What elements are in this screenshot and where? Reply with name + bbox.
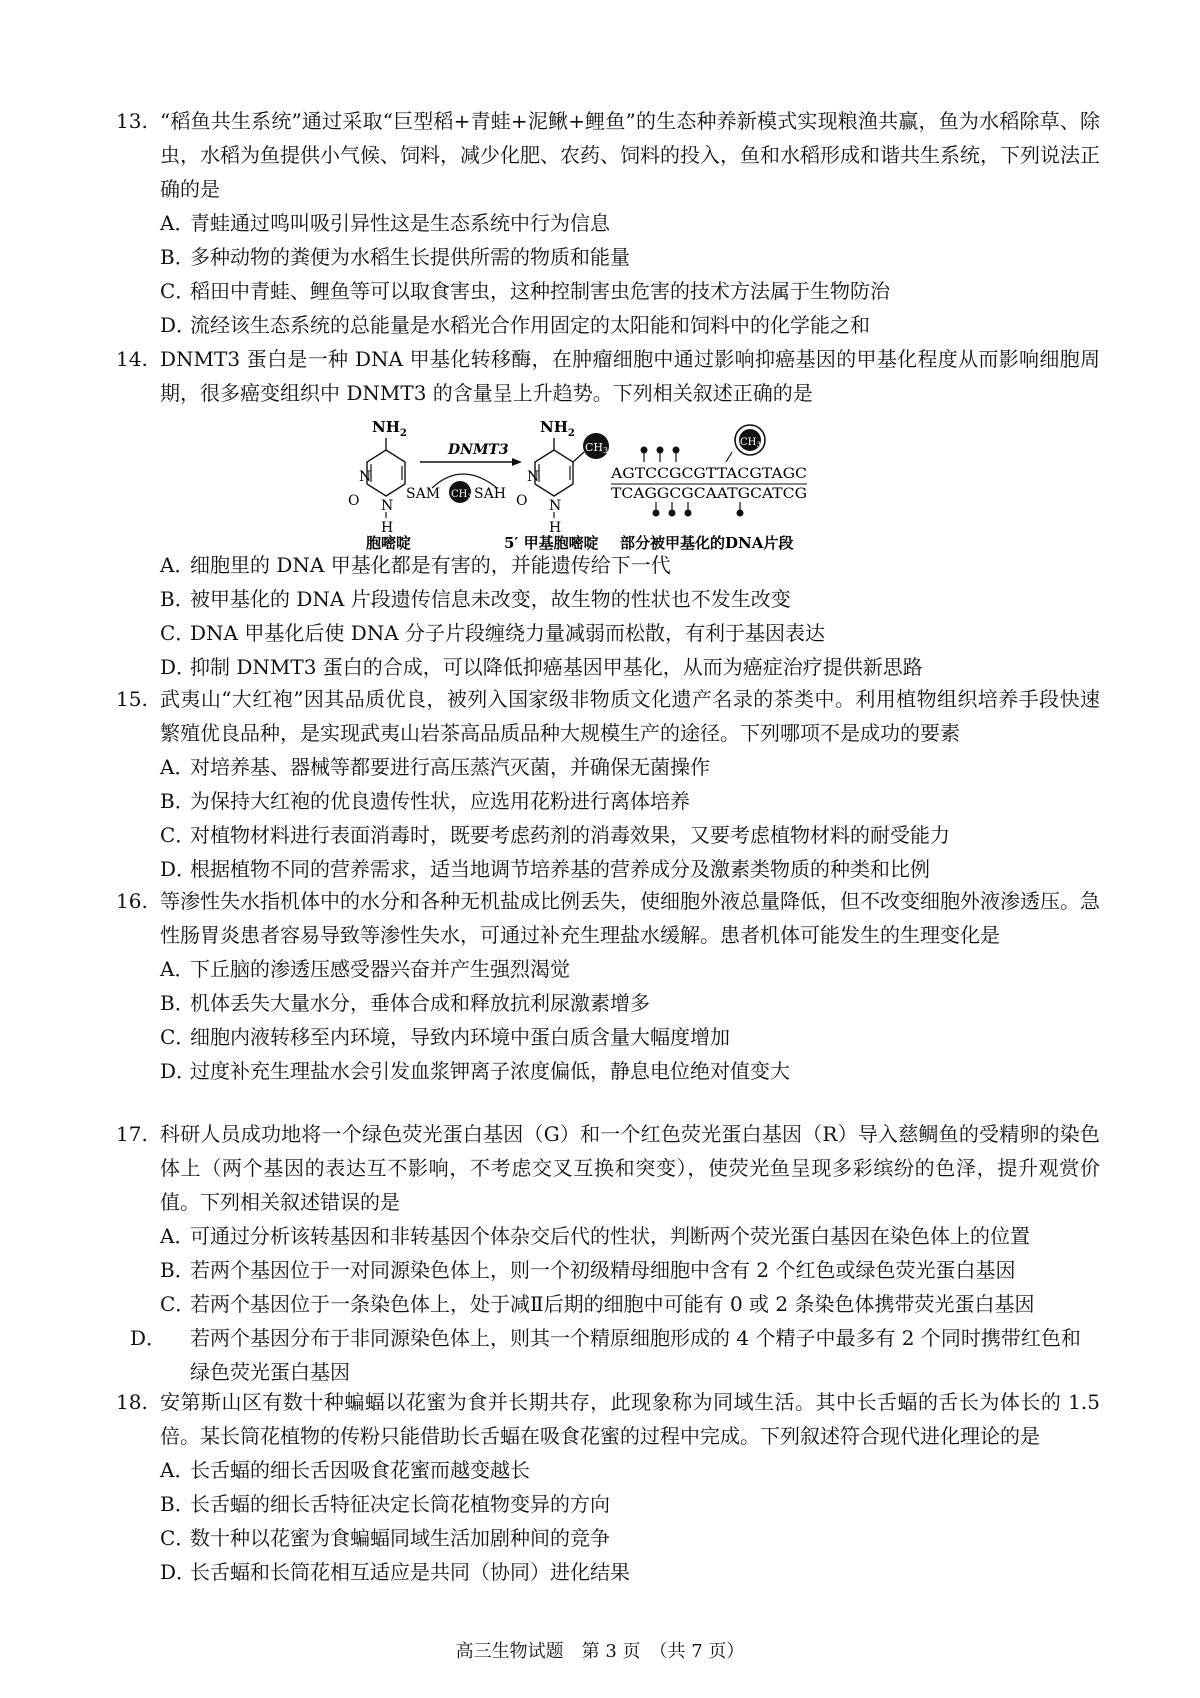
h-label: H [549,520,562,536]
n-label: N [527,469,540,485]
dna-top-strand: AGTCCGCGTTACGTAGC [609,466,807,482]
enzyme-label: DNMT3 [448,442,509,458]
question-16 [116,884,1100,1088]
question-stem: “稻鱼共生系统”通过采取“巨型稻+青蛙+泥鳅+鲤鱼”的生态种养新模式实现粮渔共赢，鱼为水稻除草、除虫，水稻为鱼提供小气候、饲料，减少化肥、农药、饲料的投入，鱼和水稻形成和谐共生系统，下列说法正确的是 [160,109,1100,201]
option-b [160,1487,1100,1521]
sah-label: SAH [474,486,506,502]
question-number: 13. [116,109,148,133]
option-text: 对植物材料进行表面消毒时，既要考虑药剂的消毒效果，又要考虑植物材料的耐受能力 [190,823,950,847]
question-stem: DNMT3 蛋白是一种 DNA 甲基化转移酶，在肿瘤细胞中通过影响抑癌基因的甲基化程度从而影响细胞周期，很多癌变组织中 DNMT3 的含量呈上升趋势。下列相关叙述正确的是 [160,347,1100,405]
question-number: 18. [116,1390,148,1414]
option-text: 被甲基化的 DNA 片段遗传信息未改变，故生物的性状也不发生改变 [190,587,791,611]
option-c [160,1521,1100,1555]
h-label: H [381,520,394,536]
option-b [160,784,1100,818]
option-d [160,852,1100,886]
question-13 [116,104,1100,342]
option-d [160,1555,1100,1589]
option-key: B． [160,245,195,269]
option-key: B． [160,991,195,1015]
option-b [160,240,1100,274]
question-stem: 科研人员成功地将一个绿色荧光蛋白基因（G）和一个红色荧光蛋白基因（R）导入慈鲷鱼的受精卵的染色体上（两个基因的表达互不影响，不考虑交叉互换和突变），使荧光鱼呈现多彩缤纷的色泽，提升观赏价值。下列相关叙述错误的是 [160,1122,1100,1214]
option-text: 下丘脑的渗透压感受器兴奋并产生强烈渴觉 [190,957,570,981]
question-14-options [116,548,1100,684]
option-a [160,206,1100,240]
option-c [160,616,1100,650]
option-key: A． [160,553,195,577]
option-key: A． [160,755,195,779]
page-footer: 高三生物试题 第 3 页 （共 7 页） [455,1641,745,1662]
option-c [160,1287,1100,1321]
option-key: C． [160,279,196,303]
option-key: D． [130,1326,167,1350]
ch3-label: CH3 [585,441,609,455]
n-label: N [359,469,372,485]
option-d [160,308,1100,342]
option-key: B． [160,1258,195,1282]
option-key: D． [160,313,197,337]
option-a [160,1219,1100,1253]
option-text: 为保持大红袍的优良遗传性状，应选用花粉进行离体培养 [190,789,690,813]
option-text: 根据植物不同的营养需求，适当地调节培养基的营养成分及激素类物质的种类和比例 [190,857,930,881]
dna-fragment [610,425,807,517]
option-key: A． [160,211,195,235]
question-number: 17. [116,1122,148,1146]
option-key: C． [160,1526,196,1550]
option-d [130,1321,1100,1389]
option-text: 长舌蝠的细长舌因吸食花蜜而越变越长 [190,1458,530,1482]
option-text: 抑制 DNMT3 蛋白的合成，可以降低抑癌基因甲基化，从而为癌症治疗提供新思路 [190,655,923,679]
methylation-diagram [348,418,862,552]
question-14 [116,342,1100,410]
nh2-label: $NH_2$ [540,418,575,439]
option-key: A． [160,957,195,981]
question-17 [116,1117,1100,1389]
nh2-label: $NH_2$ [372,418,407,439]
n-label: N [549,498,562,514]
option-text: 若两个基因位于一条染色体上，处于减Ⅱ后期的细胞中可能有 0 或 2 条染色体携带荧光蛋白基因 [190,1292,1035,1316]
option-key: D． [160,1059,197,1083]
methylcytosine-structure [516,418,609,536]
o-label: O [516,493,528,509]
option-a [160,750,1100,784]
option-key: B． [160,789,195,813]
option-key: D． [160,655,197,679]
cytosine-structure [348,418,407,536]
option-key: A． [160,1458,195,1482]
option-text: 机体丢失大量水分，垂体合成和释放抗利尿激素增多 [190,991,650,1015]
option-text: 过度补充生理盐水会引发血浆钾离子浓度偏低，静息电位绝对值变大 [190,1059,790,1083]
option-text: 流经该生态系统的总能量是水稻光合作用固定的太阳能和饲料中的化学能之和 [190,313,870,337]
option-text: 细胞里的 DNA 甲基化都是有害的，并能遗传给下一代 [190,553,671,577]
option-c [160,274,1100,308]
o-label: O [348,493,360,509]
ch3-label: $CH_3$ [740,437,761,449]
question-number: 14. [116,347,148,371]
option-text: 若两个基因位于一对同源染色体上，则一个初级精母细胞中含有 2 个红色或绿色荧光蛋白基因 [190,1258,1016,1282]
option-text: 对培养基、器械等都要进行高压蒸汽灭菌，并确保无菌操作 [190,755,710,779]
question-stem: 等渗性失水指机体中的水分和各种无机盐成比例丢失，使细胞外液总量降低，但不改变细胞外液渗透压。急性肠胃炎患者容易导致等渗性失水，可通过补充生理盐水缓解。患者机体可能发生的生理变化是 [160,889,1100,947]
methylation-diagram-svg [348,418,862,552]
option-b [160,986,1100,1020]
option-key: B． [160,587,195,611]
question-15 [116,682,1100,886]
option-c [160,1020,1100,1054]
option-b [160,1253,1100,1287]
n-label: N [381,498,394,514]
option-b [160,582,1100,616]
option-key: D． [160,1560,197,1584]
option-d [160,650,1100,684]
methylcytosine-label: 5′ 甲基胞嘧啶 [504,534,599,552]
option-key: B． [160,1492,195,1516]
option-text: 数十种以花蜜为食蝙蝠同域生活加剧种间的竞争 [190,1526,610,1550]
option-key: C． [160,1292,196,1316]
question-number: 15. [116,687,148,711]
dna-bottom-strand: TCAGGCGCAATGCATCG [611,486,807,502]
option-text: 青蛙通过鸣叫吸引异性这是生态系统中行为信息 [190,211,610,235]
option-key: A． [160,1224,195,1248]
option-text: 细胞内液转移至内环境，导致内环境中蛋白质含量大幅度增加 [190,1025,730,1049]
option-text: 长舌蝠和长筒花相互适应是共同（协同）进化结果 [190,1560,630,1584]
option-key: C． [160,823,196,847]
option-text: 多种动物的粪便为水稻生长提供所需的物质和能量 [190,245,630,269]
option-c [160,818,1100,852]
option-a [160,548,1100,582]
ch3-label: $CH_3$ [451,489,472,501]
option-key: D． [160,857,197,881]
option-text: 稻田中青蛙、鲤鱼等可以取食害虫，这种控制害虫危害的技术方法属于生物防治 [190,279,890,303]
option-a [160,1453,1100,1487]
option-d [160,1054,1100,1088]
option-text: 长舌蝠的细长舌特征决定长筒花植物变异的方向 [190,1492,610,1516]
question-stem: 安第斯山区有数十种蝙蝠以花蜜为食并长期共存，此现象称为同域生活。其中长舌蝠的舌长为体长的 1.5 倍。某长筒花植物的传粉只能借助长舌蝠在吸食花蜜的过程中完成。下列叙述符合现代进化理论的是 [160,1390,1100,1448]
option-text: 可通过分析该转基因和非转基因个体杂交后代的性状，判断两个荧光蛋白基因在染色体上的位置 [190,1224,1030,1248]
sam-label: SAM [406,486,441,502]
option-a [160,952,1100,986]
option-text: DNA 甲基化后使 DNA 分子片段缠绕力量减弱而松散，有利于基因表达 [190,621,826,645]
question-number: 16. [116,889,148,913]
question-18 [116,1385,1100,1589]
option-key: C． [160,1025,196,1049]
question-stem: 武夷山“大红袍”因其品质优良，被列入国家级非物质文化遗产名录的茶类中。利用植物组织培养手段快速繁殖优良品种，是实现武夷山岩茶高品质品种大规模生产的途径。下列哪项不是成功的要素 [160,687,1100,745]
option-text: 若两个基因分布于非同源染色体上，则其一个精原细胞形成的 4 个精子中最多有 2 个同时携带红色和绿色荧光蛋白基因 [190,1326,1081,1384]
dna-fragment-label: 部分被甲基化的DNA片段 [620,534,794,552]
option-key: C． [160,621,196,645]
cytosine-label: 胞嘧啶 [366,534,412,552]
